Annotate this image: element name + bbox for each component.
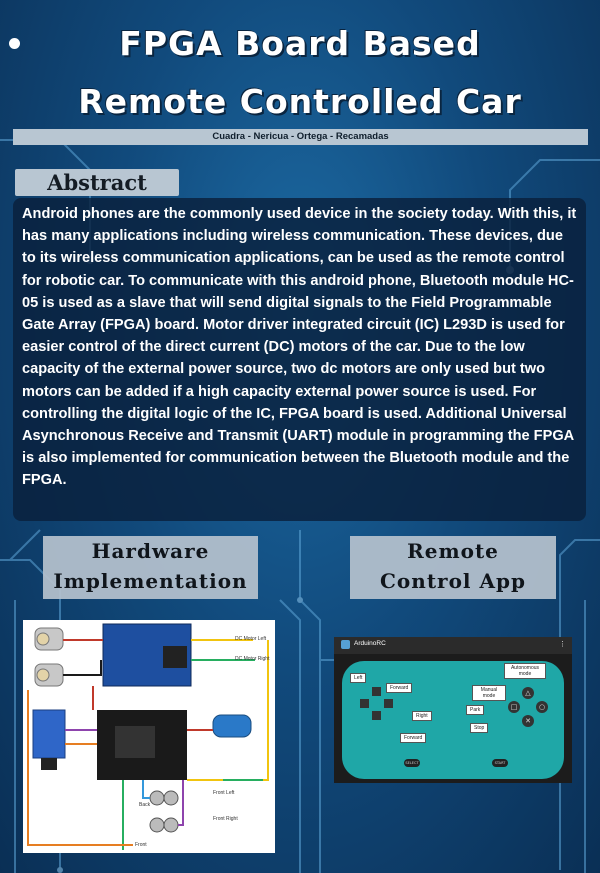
start-button[interactable]: START [492, 759, 508, 767]
select-button[interactable]: SELECT [405, 761, 419, 765]
dpad-down-icon[interactable] [372, 711, 381, 720]
callout-forward-bottom: Forward [400, 733, 426, 743]
authors-bar: Cuadra - Nericua - Ortega - Recamadas [13, 129, 588, 145]
callout-right: Right [412, 711, 432, 721]
callout-stop: Stop [470, 723, 488, 733]
dpad-left-icon[interactable] [360, 699, 369, 708]
remote-app-screenshot [334, 637, 572, 783]
label-dc-motor-left: DC Motor Left [235, 636, 267, 642]
callout-manual: Manual mode [472, 685, 506, 701]
app-title: ArduinoRC [354, 640, 386, 647]
app-bar [334, 637, 572, 654]
callout-forward-top: Forward [386, 683, 412, 693]
label-dc-motor-right: DC Motor Right [235, 656, 270, 662]
dc-motor-top [35, 628, 63, 650]
triangle-button-icon[interactable]: △ [522, 687, 534, 699]
callout-autonomous: Autonomous mode [504, 663, 546, 679]
title-line-1: FPGA Board Based [119, 24, 481, 63]
remote-heading-line2: Control App [380, 569, 526, 593]
label-front-left: Front Left [213, 790, 235, 796]
app-logo-icon [341, 640, 350, 649]
square-button-icon[interactable]: □ [508, 701, 520, 713]
remote-heading-line1: Remote [407, 539, 499, 563]
overflow-menu-icon[interactable]: ⋮ [559, 640, 566, 648]
callout-left: Left [350, 673, 366, 683]
dpad-up-icon[interactable] [372, 687, 381, 696]
gamepad-panel [342, 661, 564, 779]
circle-button-icon[interactable]: ○ [536, 701, 548, 713]
label-front: Front [135, 842, 147, 848]
remote-heading [350, 536, 556, 599]
label-front-right: Front Right [213, 816, 238, 822]
abstract-heading: Abstract [15, 169, 179, 196]
dpad-right-icon[interactable] [384, 699, 393, 708]
dc-motor-bottom [35, 664, 63, 686]
callout-park: Park [466, 705, 484, 715]
title-line-2: Remote Controlled Car [78, 82, 522, 121]
abstract-text: Android phones are the commonly used device in the society today. With this, it has many applications including wireless communication. These devices, due to its wireless communication applications, can be used as the remote control for robotic car. To communicate with this android phone, Bluetooth module HC-05 is used as a slave that will send digital signals to the Field Programmable Gate Array (FPGA) board. Motor driver integrated circuit (IC) L293D is used for easier control of the direct current (DC) motors of the car. Due to the low capacity of the external power source, two dc motors are only used but two motors can be added if a high capacity external power source is used. For controlling the digital logic of the IC, FPGA board is used. Additional Universal Asynchronous Receive and Transmit (UART) module in programming the FPGA is also implemented for communication between the Bluetooth module and the FPGA. [22, 206, 577, 489]
hardware-heading-line2: Implementation [53, 569, 248, 593]
cross-button-icon[interactable]: ✕ [522, 715, 534, 727]
label-back: Back [139, 802, 151, 808]
hardware-diagram [23, 620, 275, 853]
hardware-heading [43, 536, 258, 599]
hardware-heading-line1: Hardware [91, 539, 210, 563]
